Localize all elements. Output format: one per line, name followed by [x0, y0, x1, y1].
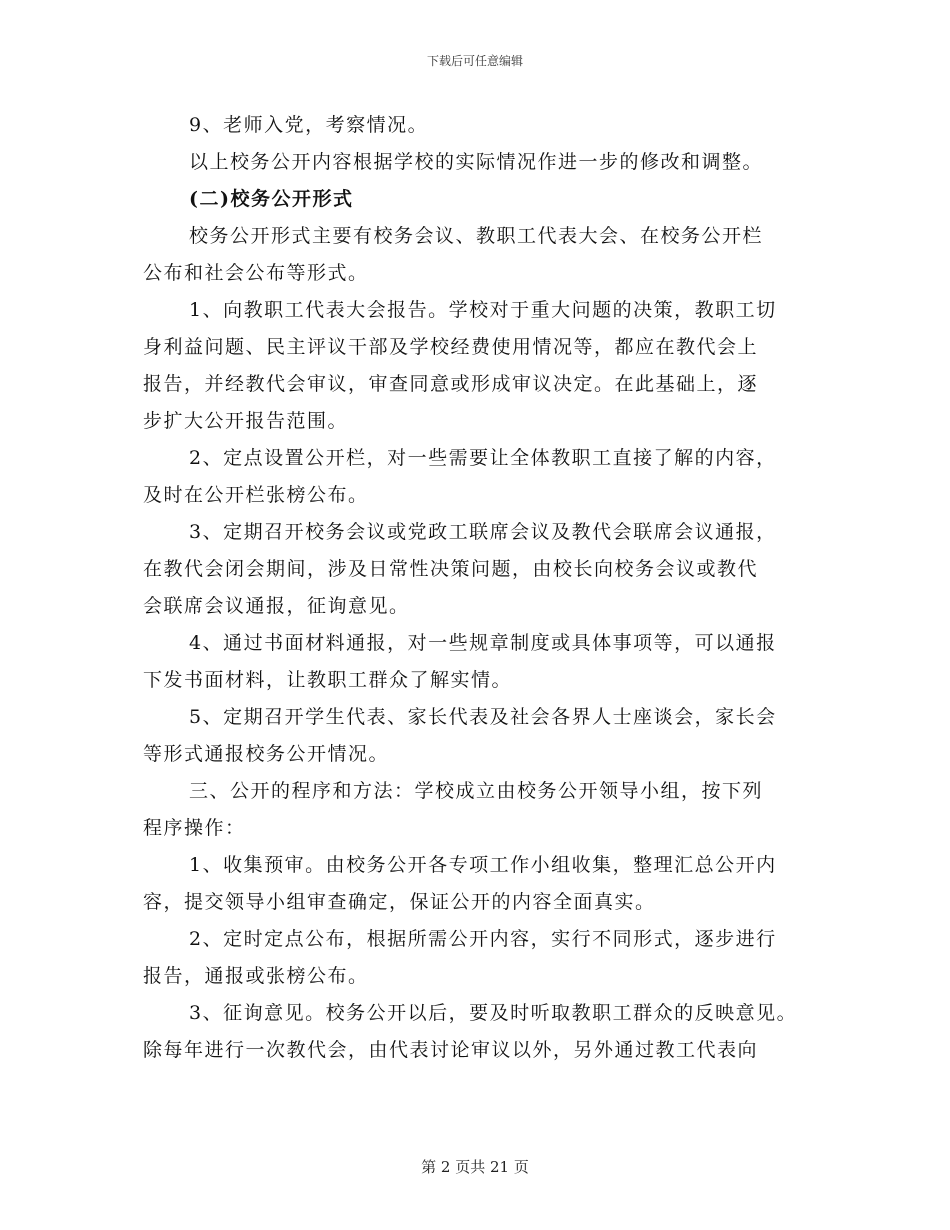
text-line: 下发书面材料，让教职工群众了解实情。: [143, 669, 513, 691]
section-heading: [143, 181, 813, 218]
page-header: 下载后可任意编辑: [426, 54, 523, 68]
paragraph: [143, 995, 813, 1069]
text-line: 5、定期召开学生代表、家长代表及社会各界人士座谈会，家长会: [189, 706, 777, 728]
text-line: 9、老师入党，考察情况。: [189, 114, 429, 136]
text-line: 三、公开的程序和方法：学校成立由校务公开领导小组，按下列: [189, 780, 764, 802]
text-line: 报告，并经教代会审议，审查同意或形成审议决定。在此基础上，逐: [143, 373, 759, 395]
paragraph: [143, 514, 813, 625]
text-line: 步扩大公开报告范围。: [143, 410, 349, 432]
text-line: 2、定时定点公布，根据所需公开内容，实行不同形式，逐步进行: [189, 928, 777, 950]
text-line: 3、征询意见。校务公开以后，要及时听取教职工群众的反映意见。: [189, 1002, 798, 1024]
text-line: 3、定期召开校务会议或党政工联席会议及教代会联席会议通报，: [189, 521, 777, 543]
paragraph: [143, 440, 813, 514]
text-line: 身利益问题、民主评议干部及学校经费使用情况等，都应在教代会上: [143, 336, 759, 358]
paragraph: [143, 292, 813, 440]
text-line: 等形式通报校务公开情况。: [143, 743, 390, 765]
paragraph: [143, 773, 813, 847]
paragraph: [143, 107, 813, 144]
text-line: 及时在公开栏张榜公布。: [143, 484, 369, 506]
text-line: 1、向教职工代表大会报告。学校对于重大问题的决策，教职工切: [189, 299, 777, 321]
text-line: 以上校务公开内容根据学校的实际情况作进一步的修改和调整。: [189, 151, 764, 173]
text-line: 1、收集预审。由校务公开各专项工作小组收集，整理汇总公开内: [189, 854, 777, 876]
paragraph: [143, 218, 813, 292]
paragraph: [143, 625, 813, 699]
text-line: 公布和社会公布等形式。: [143, 262, 369, 284]
paragraph: [143, 699, 813, 773]
text-line: (二)校务公开形式: [189, 188, 354, 210]
text-line: 在教代会闭会期间，涉及日常性决策问题，由校长向校务会议或教代: [143, 558, 759, 580]
text-line: 除每年进行一次教代会，由代表讨论审议以外，另外通过教工代表向: [143, 1039, 759, 1061]
paragraph: [143, 847, 813, 921]
text-line: 2、定点设置公开栏，对一些需要让全体教职工直接了解的内容，: [189, 447, 777, 469]
text-line: 报告，通报或张榜公布。: [143, 965, 369, 987]
document-body: [143, 107, 813, 1069]
paragraph: [143, 144, 813, 181]
text-line: 校务公开形式主要有校务会议、教职工代表大会、在校务公开栏: [189, 225, 764, 247]
page-footer: 第 2 页共 21 页: [421, 1158, 529, 1176]
paragraph: [143, 921, 813, 995]
text-line: 会联席会议通报，征询意见。: [143, 595, 410, 617]
text-line: 4、通过书面材料通报，对一些规章制度或具体事项等，可以通报: [189, 632, 777, 654]
text-line: 程序操作：: [143, 817, 246, 839]
text-line: 容，提交领导小组审查确定，保证公开的内容全面真实。: [143, 891, 656, 913]
